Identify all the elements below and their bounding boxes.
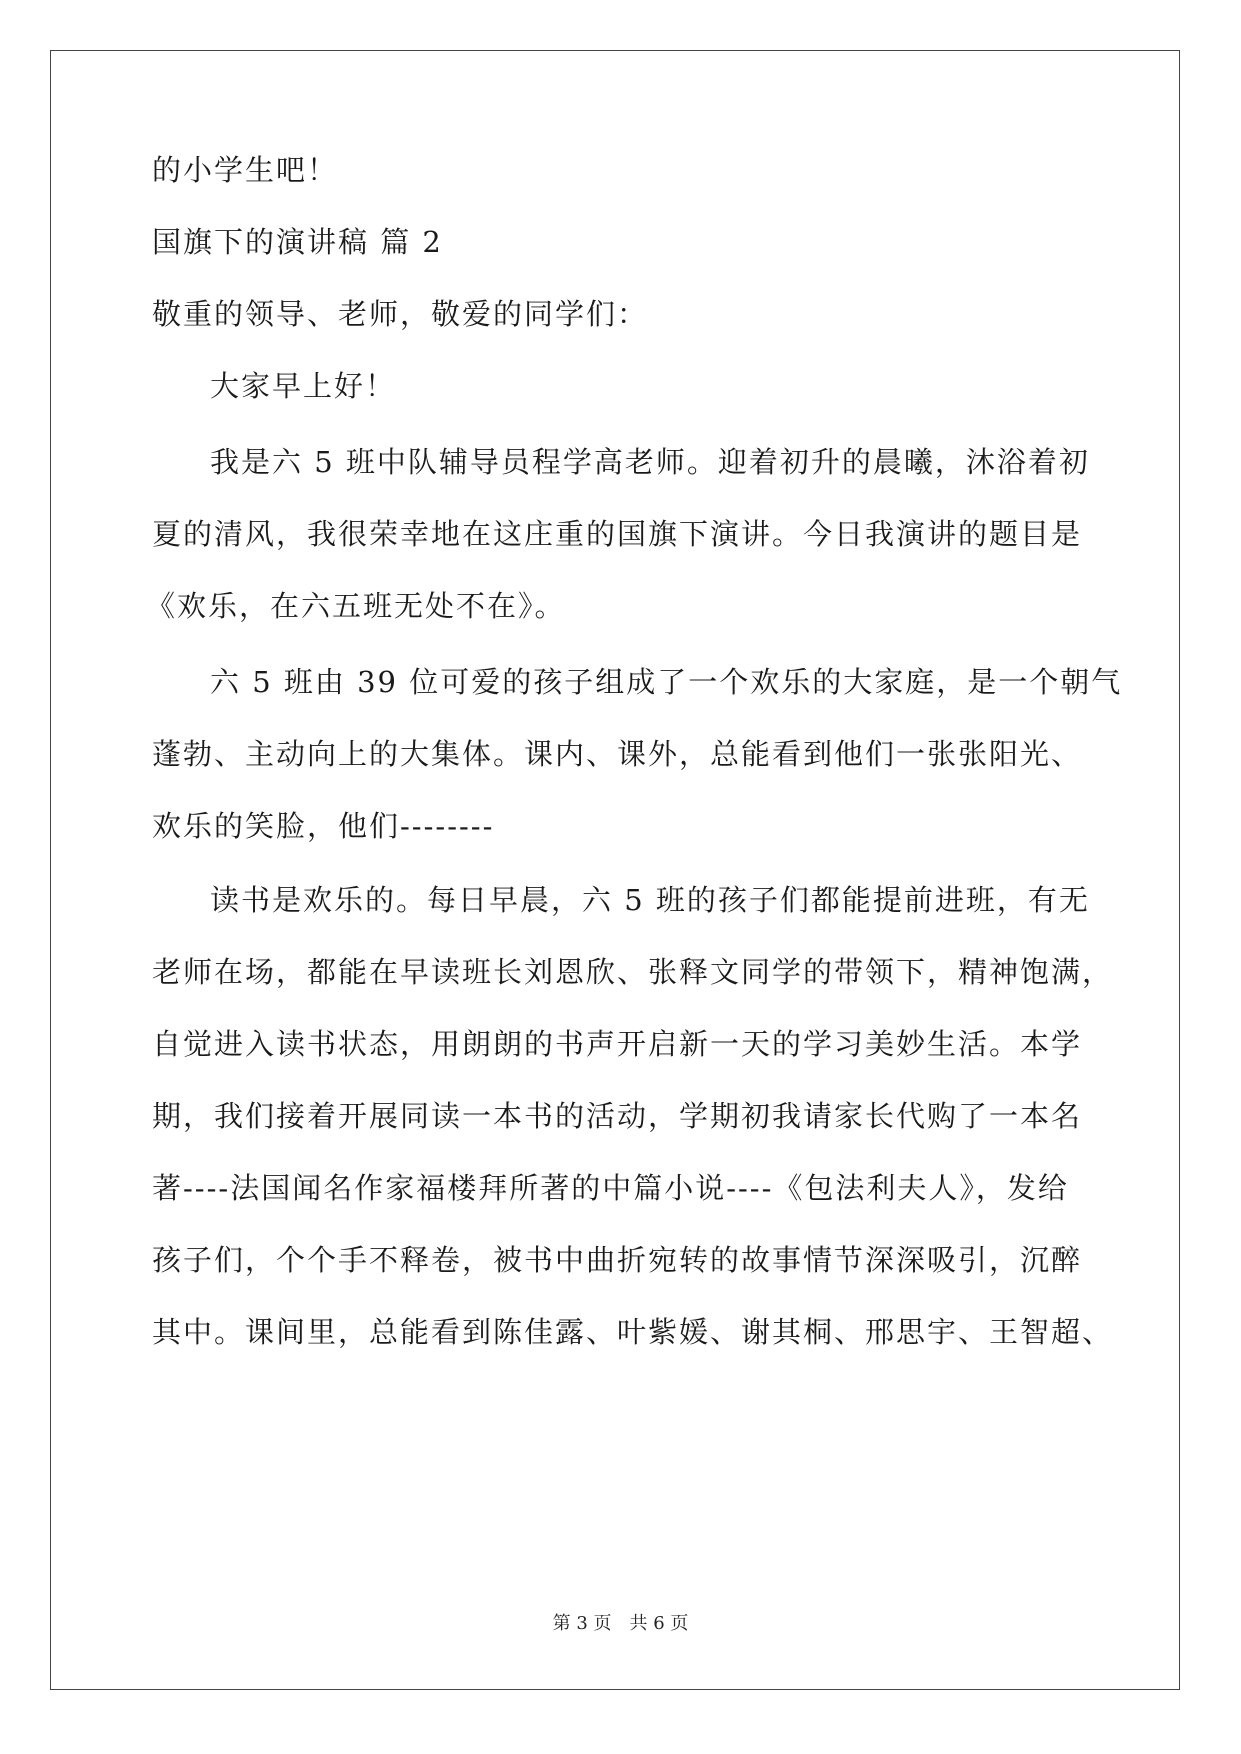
paragraph-line: 六 5 班由 39 位可爱的孩子组成了一个欢乐的大家庭，是一个朝气 [210, 665, 1123, 699]
page-number: 第 3 页 共 6 页 [552, 1613, 689, 1634]
paragraph-line: 孩子们，个个手不释卷，被书中曲折宛转的故事情节深深吸引，沉醉 [152, 1243, 1083, 1277]
paragraph-line: 自觉进入读书状态，用朗朗的书声开启新一天的学习美妙生活。本学 [152, 1027, 1083, 1061]
paragraph-line: 蓬勃、主动向上的大集体。课内、课外，总能看到他们一张张阳光、 [152, 737, 1083, 771]
paragraph-line: 老师在场，都能在早读班长刘恩欣、张释文同学的带领下，精神饱满， [152, 955, 1114, 989]
paragraph-line: 夏的清风，我很荣幸地在这庄重的国旗下演讲。今日我演讲的题目是 [152, 517, 1083, 551]
paragraph-line: 《欢乐，在六五班无处不在》。 [146, 589, 566, 623]
paragraph-line: 著----法国闻名作家福楼拜所著的中篇小说----《包法利夫人》，发给 [152, 1171, 1069, 1205]
paragraph-line: 读书是欢乐的。每日早晨，六 5 班的孩子们都能提前进班，有无 [210, 883, 1090, 917]
paragraph-line: 我是六 5 班中队辅导员程学高老师。迎着初升的晨曦，沐浴着初 [210, 445, 1090, 479]
paragraph-line: 欢乐的笑脸，他们-------- [152, 809, 495, 843]
salutation: 敬重的领导、老师，敬爱的同学们： [152, 297, 649, 331]
section-title: 国旗下的演讲稿 篇 2 [152, 225, 443, 259]
greeting: 大家早上好！ [210, 369, 397, 403]
paragraph-line: 其中。课间里，总能看到陈佳露、叶紫媛、谢其桐、邢思宇、王智超、 [152, 1315, 1114, 1349]
text-line: 的小学生吧！ [152, 153, 339, 187]
paragraph-line: 期，我们接着开展同读一本书的活动，学期初我请家长代购了一本名 [152, 1099, 1083, 1133]
